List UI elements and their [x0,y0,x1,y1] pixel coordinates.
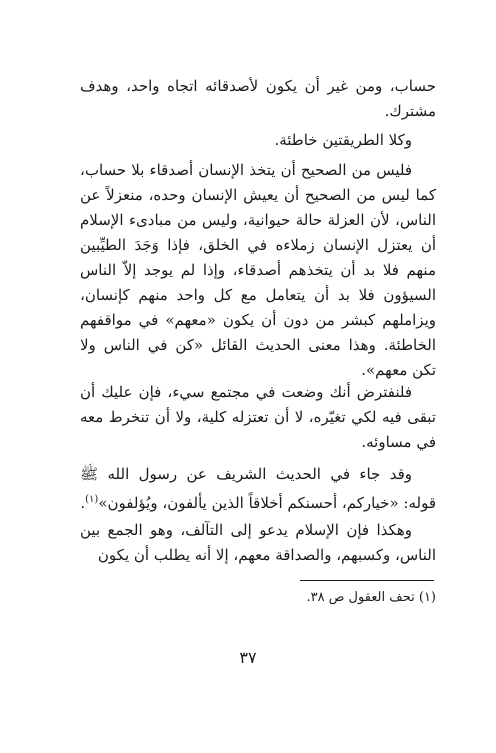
footnote-reference: (١) [85,494,99,505]
footnote-divider [300,580,434,581]
paragraph-2: وكلا الطريقتين خاطئة. [274,131,412,149]
paragraph-3: فليس من الصحيح أن يتخذ الإنسان أصدقاء بلا حساب، كما ليس من الصحيح أن يعيش الإنسان وحده، منعزلاً عن الناس، لأن العزلة حالة حيوانية، وليس من مبادىء الإسلام أن يعتزل الإنسان زملاءه في الخلق، فإذا وَجَدَ الطيِّبين منهم فلا بد أن يتخذهم أصدقاء، وإذا لم يوجد إلاّ الناس السيؤون فلا بد أن يتعامل مع كل واحد منهم كإنسان، ويزاملهم كبشر من دون أن يكون «معهم» في مواقفهم الخاطئة. وهذا معنى الحديث القائل «كن في الناس ولا تكن معهم». [80,161,436,379]
paragraph-5 [80,462,436,516]
hadith-end-mark: . [80,494,86,512]
paragraph-6: وهكذا فإن الإسلام يدعو إلى التآلف، وهو الجمع بين الناس، وكسبهم، والصداقة معهم، إلا أنه يطلب أن يكون [80,521,436,564]
footnote: (١) تحف العقول ص ٣٨. [306,590,436,605]
paragraph-1: حساب، ومن غير أن يكون لأصدقائه اتجاه واحد، وهدف مشترك. [80,77,436,120]
paragraph-4: فلنفترض أنك وضعت في مجتمع سيء، فإن عليك أن تبقى فيه لكي تغيّره، لا أن تعتزله كلية، ولا أن تنخرط معه في مساوئه. [80,383,436,451]
page-number: ٣٧ [239,648,257,667]
hadith-text: وقد جاء في الحديث الشريف عن رسول الله ﷺ قوله: «خياركم، أحسنكم أخلاقاً الذين يألفون، ويُؤلفون» [80,465,436,512]
